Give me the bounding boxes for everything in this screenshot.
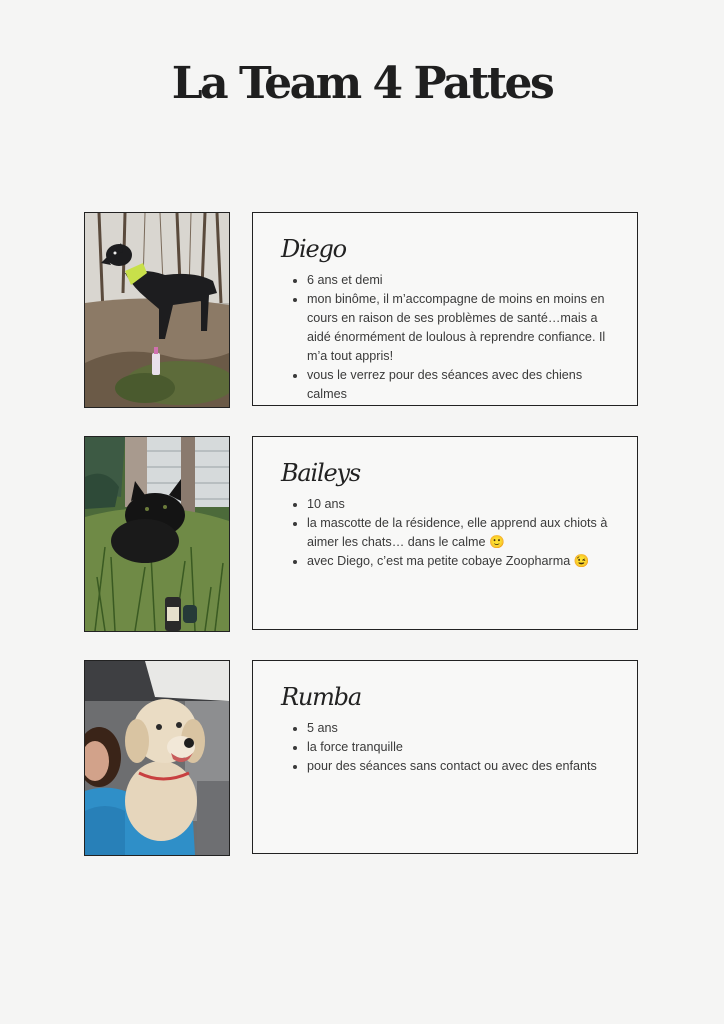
pet-card-rumba: [84, 660, 640, 856]
pet-photo-rumba: [84, 660, 230, 856]
pet-info-diego: [252, 212, 638, 406]
facts-list: [253, 271, 615, 404]
pet-info-rumba: [252, 660, 638, 854]
fact-item: • la force tranquille: [307, 738, 615, 757]
fact-item: • 6 ans et demi: [307, 271, 615, 290]
fact-item: • vous le verrez pour des séances avec des chiens calmes: [307, 366, 615, 404]
pet-card-diego: [84, 212, 640, 408]
fact-item: • mon binôme, il m’accompagne de moins en moins en cours en raison de ses problèmes de santé…mais a aidé énormément de loulous à reprendre confiance. Il m’a tout appris!: [307, 290, 615, 366]
fact-item: • 10 ans: [307, 495, 615, 514]
pet-info-baileys: [252, 436, 638, 630]
facts-list: [253, 495, 615, 571]
facts-list: [253, 719, 615, 776]
fact-item: • pour des séances sans contact ou avec des enfants: [307, 757, 615, 776]
pet-photo-baileys: [84, 436, 230, 632]
dog-forest-photo-icon: [85, 213, 229, 407]
fact-item: • la mascotte de la résidence, elle apprend aux chiots à aimer les chats… dans le calme 🙂: [307, 514, 615, 552]
golden-dog-car-photo-icon: [85, 661, 229, 855]
pet-name: Rumba: [281, 683, 361, 711]
pet-card-baileys: [84, 436, 640, 632]
black-cat-grass-photo-icon: [85, 437, 229, 631]
pet-photo-diego: [84, 212, 230, 408]
pet-name: Baileys: [281, 459, 360, 487]
page-title: La Team 4 Pattes: [171, 58, 553, 109]
pet-name: Diego: [281, 235, 346, 263]
fact-item: • avec Diego, c’est ma petite cobaye Zoopharma 😉: [307, 552, 615, 571]
fact-item: • 5 ans: [307, 719, 615, 738]
